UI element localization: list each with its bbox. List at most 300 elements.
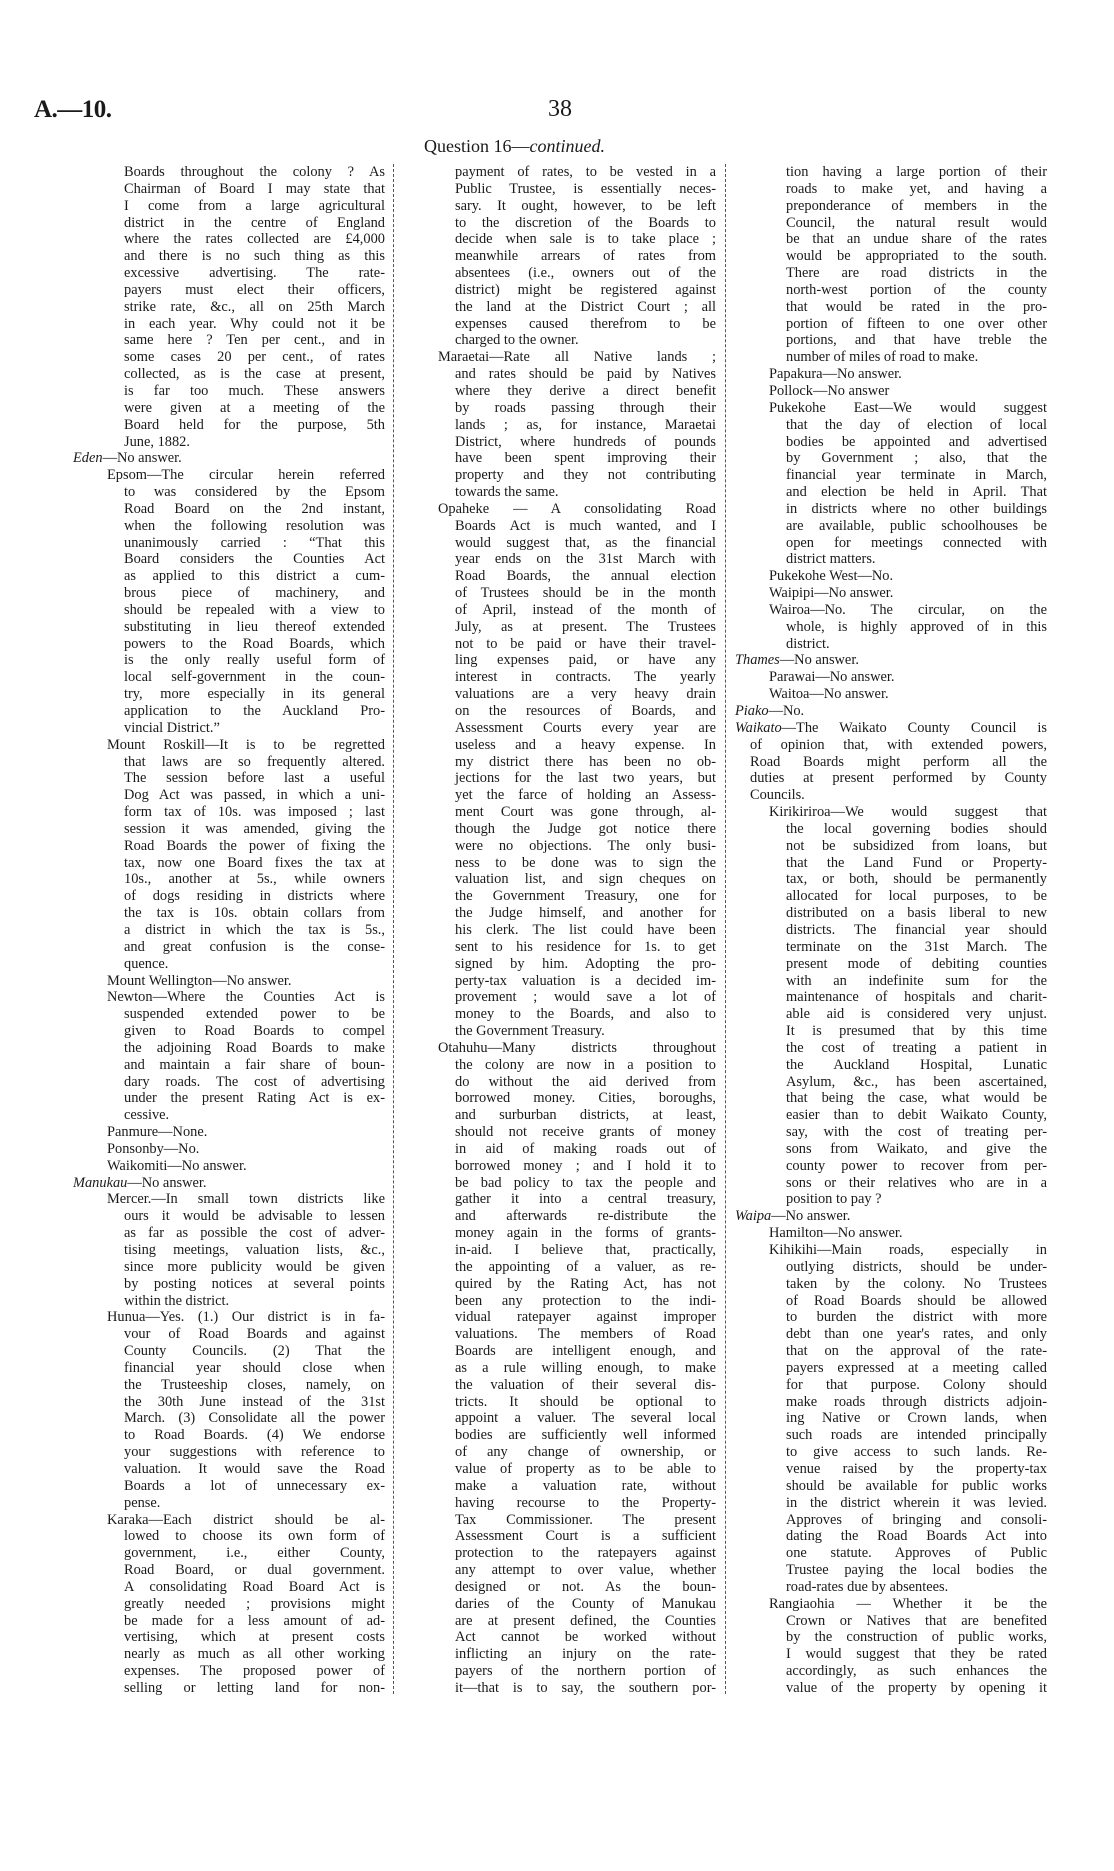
text-line: and there is no such thing as this: [124, 248, 385, 265]
district-name: Opaheke: [438, 500, 490, 517]
text-line: value of the property by opening it: [786, 1679, 1047, 1696]
text-line: whole, is highly approved of in this: [786, 618, 1047, 635]
district-entry: [404, 501, 716, 1040]
text-line: [735, 652, 1047, 669]
text-line: Boards a lot of unnecessary ex-: [124, 1477, 385, 1494]
text-line: Road Boards the power of fixing the: [124, 837, 385, 854]
text-line: Assessment Courts every year are: [455, 719, 716, 736]
text-line: any attempt to over value, whether: [455, 1562, 716, 1579]
entry-text: —No.: [163, 1140, 200, 1157]
text-line: appoint a valuer. The several local: [455, 1410, 716, 1427]
text-line: money again in the forms of grants-: [455, 1225, 716, 1242]
text-column-right: [735, 164, 1047, 1697]
text-line: signed by him. Adopting the pro-: [455, 955, 716, 972]
text-line: outlying districts, should be under-: [786, 1258, 1047, 1275]
text-line: should not receive grants of money: [455, 1124, 716, 1141]
text-line: suspended extended power to be: [124, 1006, 385, 1023]
text-line: to burden the district with more: [786, 1309, 1047, 1326]
text-line: tax, or both, should be permanently: [786, 871, 1047, 888]
text-line: the appointing of a valuer, as re-: [455, 1258, 716, 1275]
text-line: designed or not. As the boun-: [455, 1578, 716, 1595]
text-line: District, where hundreds of pounds: [455, 433, 716, 450]
district-entry: [735, 669, 1047, 686]
text-line: vour of Road Boards and against: [124, 1326, 385, 1343]
text-line: July, as at present. The Trustees: [455, 618, 716, 635]
text-line: money to the Boards, and also to: [455, 1006, 716, 1023]
text-line: vertising, which at present costs: [124, 1629, 385, 1646]
text-line: some cases 20 per cent., of rates: [124, 349, 385, 366]
district-name: Kihikihi: [769, 1242, 817, 1258]
text-line: [107, 1141, 385, 1158]
text-line: Assessment Court is a sufficient: [455, 1528, 716, 1545]
text-line: and surburban districts, at least,: [455, 1107, 716, 1124]
text-line: of Road Boards should be allowed: [786, 1292, 1047, 1309]
text-line: should be repealed with a view to: [124, 601, 385, 618]
text-line: [769, 400, 1047, 417]
text-line: A consolidating Road Board Act is: [124, 1578, 385, 1595]
text-line: valuations are a very heavy drain: [455, 686, 716, 703]
text-line: with an indefinite sum for the: [786, 972, 1047, 989]
text-line: Boards are intelligent enough, and: [455, 1343, 716, 1360]
entry-text: —Many districts throughout: [487, 1039, 716, 1056]
text-line: have been spent improving their: [455, 450, 716, 467]
text-line: should be available for public works: [786, 1477, 1047, 1494]
text-column-left: [73, 164, 385, 1697]
district-entry: [73, 1141, 385, 1158]
continued-paragraph: [73, 164, 385, 450]
text-line: absentees (i.e., owners out of the: [455, 265, 716, 282]
county-name: Thames: [735, 652, 780, 669]
text-line: [769, 585, 1047, 602]
text-line: the valuation of their several dis-: [455, 1376, 716, 1393]
entry-text: —No answer.: [127, 1174, 207, 1191]
text-line: the cost of treating a patient in: [786, 1039, 1047, 1056]
text-line: the adjoining Road Boards to make: [124, 1039, 385, 1056]
text-line: [769, 1596, 1047, 1613]
text-line: and election be held in April. That: [786, 484, 1047, 501]
text-line: borrowed money. Cities, boroughs,: [455, 1090, 716, 1107]
text-line: in-aid. I believe that, practically,: [455, 1242, 716, 1258]
text-line: been any protection to the indi-: [455, 1292, 716, 1309]
text-line: [769, 383, 1047, 400]
text-line: cessive.: [124, 1107, 170, 1124]
entry-text: —No. The circular, on the: [810, 601, 1047, 618]
text-line: [769, 686, 1047, 703]
district-name: Hunua: [107, 1309, 146, 1326]
text-line: towards the same.: [455, 484, 559, 501]
text-line: 10s., another at 5s., while owners: [124, 871, 385, 888]
district-entry: [73, 1309, 385, 1511]
text-line: Road Boards might perform all the: [750, 753, 1047, 770]
district-name: Waikomiti: [107, 1157, 168, 1174]
text-line: County Councils. (2) That the: [124, 1343, 385, 1360]
district-entry: [404, 349, 716, 501]
text-line: road-rates due by absentees.: [786, 1578, 949, 1595]
county-entry: [735, 703, 1047, 720]
text-line: valuation. It would save the Road: [124, 1460, 385, 1477]
county-entry: [73, 450, 385, 467]
text-line: payers expressed at a meeting called: [786, 1359, 1047, 1376]
entry-text: —The Waikato County Council is: [781, 719, 1047, 736]
entry-text: —Rate all Native lands ;: [489, 349, 716, 366]
text-line: roads to make yet, and having a: [786, 180, 1047, 197]
text-line: the Trusteeship closes, namely, on: [124, 1376, 385, 1393]
text-line: by posting notices at several points: [124, 1275, 385, 1292]
text-line: gather it into a central treasury,: [455, 1191, 716, 1208]
text-line: [107, 1158, 385, 1175]
text-line: vidual ratepayer against improper: [455, 1309, 716, 1326]
district-entry: [735, 366, 1047, 383]
text-line: Council, the natural result would: [786, 214, 1047, 231]
text-line: strike rate, &c., all on 25th March: [124, 298, 385, 315]
text-line: the local governing bodies should: [786, 820, 1047, 837]
text-line: borrowed money ; and I hold it to: [455, 1157, 716, 1174]
text-line: are available, public schoolhouses be: [786, 517, 1047, 534]
text-line: collected, as is the case at present,: [124, 366, 385, 383]
entry-text: —No answer.: [823, 1225, 903, 1242]
text-line: There are road districts in the: [786, 265, 1047, 282]
text-line: portions, and that have treble the: [786, 332, 1047, 349]
text-line: Road Board, or dual government.: [124, 1562, 385, 1579]
page-number: 38: [548, 96, 572, 122]
district-name: Parawai: [769, 669, 816, 686]
text-line: Approves of bringing and consoli-: [786, 1511, 1047, 1528]
county-entry: [73, 1175, 385, 1192]
text-line: year ends on the 31st March with: [455, 551, 716, 568]
text-line: within the district.: [124, 1292, 230, 1309]
text-line: [438, 1040, 716, 1057]
text-line: Road Board on the 2nd instant,: [124, 500, 385, 517]
text-line: taken by the colony. No Trustees: [786, 1275, 1047, 1292]
text-line: sons from Waikato, and give the: [786, 1140, 1047, 1157]
district-name: Pukekohe West: [769, 568, 858, 585]
text-line: of opinion that, with extended powers,: [750, 736, 1047, 753]
text-line: [107, 989, 385, 1006]
text-line: Boards Act is much wanted, and I: [455, 517, 716, 534]
text-line: excessive advertising. The rate-: [124, 265, 385, 282]
text-line: Tax Commissioner. The present: [455, 1511, 716, 1528]
text-line: [735, 720, 1047, 737]
text-line: in the district wherein it was levied.: [786, 1494, 1047, 1511]
text-line: [73, 450, 385, 467]
text-line: not be subsidized from loans, but: [786, 837, 1047, 854]
text-line: one statute. Approves of Public: [786, 1545, 1047, 1562]
text-line: your suggestions with reference to: [124, 1444, 385, 1461]
text-line: perty-tax valuation is a decided im-: [455, 972, 716, 989]
entry-text: —No answer.: [771, 1208, 851, 1225]
text-line: that being the case, what would be: [786, 1090, 1047, 1107]
text-line: quence.: [124, 955, 169, 972]
text-line: ness to be done was to sign the: [455, 854, 716, 871]
text-line: tax, now one Board fixes the tax at: [124, 854, 385, 871]
text-line: by the construction of public works,: [786, 1629, 1047, 1646]
text-line: [107, 973, 385, 990]
text-line: meanwhile arrears of rates from: [455, 248, 716, 265]
text-line: able aid is considered very unjust.: [786, 1006, 1047, 1023]
text-line: provement ; would save a lot of: [455, 989, 716, 1006]
text-line: jections for the last two years, but: [455, 770, 716, 787]
text-line: be bad policy to tax the people and: [455, 1174, 716, 1191]
text-line: it—that is to say, the southern por-: [455, 1679, 716, 1696]
district-entry: [735, 400, 1047, 568]
text-line: It is presumed that by this time: [786, 1023, 1047, 1040]
district-name: Newton: [107, 989, 153, 1006]
text-line: Crown or Natives that are benefited: [786, 1612, 1047, 1629]
text-line: to give access to such lands. Re-: [786, 1444, 1047, 1461]
text-line: present mode of debiting counties: [786, 955, 1047, 972]
district-name: Papakura: [769, 366, 823, 383]
text-line: the colony are now in a position to: [455, 1056, 716, 1073]
text-line: ment Court was gone through, al-: [455, 804, 716, 821]
text-line: I come from a large agricultural: [124, 197, 385, 214]
district-name: Hamilton: [769, 1225, 824, 1242]
entry-text: .—In small town districts like: [147, 1191, 385, 1208]
entry-text: —No answer.: [779, 652, 859, 669]
county-name: Manukau: [73, 1174, 128, 1191]
entry-text: — A consolidating Road: [489, 500, 716, 517]
text-line: as a rule willing enough, to make: [455, 1359, 716, 1376]
entry-text: —No answer.: [167, 1157, 247, 1174]
text-line: to the discretion of the Boards to: [455, 214, 716, 231]
text-line: vincial District.”: [124, 719, 220, 736]
text-line: dating the Road Boards Act into: [786, 1528, 1047, 1545]
district-entry: [73, 1191, 385, 1309]
text-line: is the only really useful form of: [124, 652, 385, 669]
district-name: Waitoa: [769, 686, 810, 703]
text-line: local self-government in the coun-: [124, 669, 385, 686]
district-entry: [735, 1225, 1047, 1242]
text-line: make a valuation rate, without: [455, 1477, 716, 1494]
text-line: lowed to choose its own form of: [124, 1528, 385, 1545]
district-name: Otahuhu: [438, 1039, 488, 1056]
district-name: Kirikiriroa: [769, 804, 831, 821]
text-line: payment of rates, to be vested in a: [455, 164, 716, 180]
district-entry: [73, 467, 385, 737]
district-name: Rangiaohia: [769, 1595, 835, 1612]
text-line: Board considers the Counties Act: [124, 551, 385, 568]
text-line: [769, 568, 1047, 585]
district-entry: [735, 585, 1047, 602]
text-line: would suggest that, as the financial: [455, 534, 716, 551]
text-line: sent to his residence for 1s. to get: [455, 938, 716, 955]
text-line: for that purpose. Colony should: [786, 1376, 1047, 1393]
text-line: expenses caused therefrom to be: [455, 315, 716, 332]
text-line: in districts where no other buildings: [786, 500, 1047, 517]
district-name: Mercer: [107, 1191, 148, 1208]
text-line: June, 1882.: [124, 433, 190, 450]
entry-text: —No answer.: [809, 686, 889, 703]
text-line: tising meetings, valuation lists, &c.,: [124, 1242, 385, 1258]
entry-text: — Whether it be the: [834, 1595, 1047, 1612]
text-line: that would be rated in the pro-: [786, 298, 1047, 315]
text-line: Act cannot be worked without: [455, 1629, 716, 1646]
text-line: [735, 1208, 1047, 1225]
text-line: the Government Treasury, one for: [455, 888, 716, 905]
text-line: that on the approval of the rate-: [786, 1343, 1047, 1360]
entry-text: —No answer: [812, 382, 890, 399]
text-line: session it was amended, giving the: [124, 820, 385, 837]
continued-paragraph: [735, 164, 1047, 366]
entry-text: —The circular herein referred: [146, 467, 385, 484]
text-line: quired by the Rating Act, has not: [455, 1275, 716, 1292]
district-name: Maraetai: [438, 349, 490, 366]
entry-text: —No answer.: [814, 585, 894, 602]
text-line: [438, 501, 716, 518]
text-line: [769, 804, 1047, 821]
text-line: in each year. Why could not it be: [124, 315, 385, 332]
district-name: Mount Wellington: [107, 972, 213, 989]
text-line: [769, 366, 1047, 383]
text-line: Dog Act was passed, in which a uni-: [124, 787, 385, 804]
text-line: nearly as much as all other working: [124, 1646, 385, 1663]
text-line: are at present defined, the Counties: [455, 1612, 716, 1629]
text-line: were no objections. The only busi-: [455, 837, 716, 854]
text-line: sons or their relatives who are in a: [786, 1174, 1047, 1191]
text-line: Road Boards, the annual election: [455, 568, 716, 585]
text-line: venue raised by the property-tax: [786, 1460, 1047, 1477]
entry-text: —We would suggest that: [830, 804, 1047, 821]
text-line: the 30th June instead of the 31st: [124, 1393, 385, 1410]
text-line: allocated for local purposes, to be: [786, 888, 1047, 905]
district-entry: [73, 1158, 385, 1175]
text-line: decide when sale is to take place ;: [455, 231, 716, 248]
text-line: [73, 1175, 385, 1192]
district-entry: [735, 1242, 1047, 1596]
text-line: expenses. The proposed power of: [124, 1663, 385, 1680]
text-line: [107, 1309, 385, 1326]
text-line: as far as possible the cost of adver-: [124, 1225, 385, 1242]
text-line: and maintain a fair share of boun-: [124, 1056, 385, 1073]
text-line: north-west portion of the county: [786, 281, 1047, 298]
text-line: pense.: [124, 1494, 161, 1511]
district-name: Pukekohe East: [769, 399, 879, 416]
text-line: of Trustees should be in the month: [455, 585, 716, 602]
text-line: districts. The financial year should: [786, 921, 1047, 938]
text-line: Asylum, &c., has been ascertained,: [786, 1073, 1047, 1090]
text-line: district matters.: [786, 551, 876, 568]
continued-paragraph: [404, 164, 716, 349]
text-line: [769, 1225, 1047, 1242]
text-line: that the Land Fund or Property-: [786, 854, 1047, 871]
text-line: not to be paid or have their travel-: [455, 635, 716, 652]
text-line: [107, 1124, 385, 1141]
text-line: property and they not contributing: [455, 467, 716, 484]
text-line: tion having a large portion of their: [786, 164, 1047, 180]
text-line: by Government ; also, that the: [786, 450, 1047, 467]
text-line: by roads passing through their: [455, 399, 716, 416]
text-line: protection to the ratepayers against: [455, 1545, 716, 1562]
text-line: to Road Boards. (4) We endorse: [124, 1427, 385, 1444]
entry-text: —None.: [158, 1124, 208, 1141]
text-line: and rates should be paid by Natives: [455, 366, 716, 383]
text-line: a district in which the tax is 5s.,: [124, 921, 385, 938]
district-name: Waipipi: [769, 585, 815, 602]
text-line: open for meetings connected with: [786, 534, 1047, 551]
text-line: be that an undue share of the rates: [786, 231, 1047, 248]
county-name: Waipa: [735, 1208, 772, 1225]
text-line: payers of the northern portion of: [455, 1663, 716, 1680]
district-name: Panmure: [107, 1124, 159, 1141]
county-name: Waikato: [735, 719, 782, 736]
text-line: [107, 1512, 385, 1529]
text-line: Chairman of Board I may state that: [124, 180, 385, 197]
text-line: distributed on a basis liberal to new: [786, 905, 1047, 922]
entry-text: —No.: [768, 703, 805, 719]
section-title-continued: continued.: [529, 136, 605, 156]
text-line: financial year terminate in March,: [786, 467, 1047, 484]
entry-text: —Main roads, especially in: [816, 1242, 1047, 1258]
text-line: since more publicity would be given: [124, 1258, 385, 1275]
text-line: were given at a meeting of the: [124, 399, 385, 416]
text-line: of dogs residing in districts where: [124, 888, 385, 905]
text-line: is far too much. These answers: [124, 382, 385, 399]
text-line: brous piece of machinery, and: [124, 585, 385, 602]
text-line: easier than to debit Waikato County,: [786, 1107, 1047, 1124]
text-line: portion of fifteen to one over other: [786, 315, 1047, 332]
entry-text: —No answer.: [102, 450, 182, 467]
text-line: ours it would be advisable to lessen: [124, 1208, 385, 1225]
text-line: duties at present performed by County: [750, 770, 1047, 787]
district-entry: [73, 1124, 385, 1141]
text-line: that laws are so frequently altered.: [124, 753, 385, 770]
text-line: dary roads. The cost of advertising: [124, 1073, 385, 1090]
text-line: yet the farce of holding an Assess-: [455, 787, 716, 804]
text-line: greatly needed ; provisions might: [124, 1595, 385, 1612]
text-line: Councils.: [750, 787, 805, 804]
text-line: lands ; as, for instance, Maraetai: [455, 416, 716, 433]
text-line: and great confusion is the conse-: [124, 938, 385, 955]
text-line: of April, instead of the month of: [455, 601, 716, 618]
text-line: bodies are sufficiently well informed: [455, 1427, 716, 1444]
text-line: my district there has been no ob-: [455, 753, 716, 770]
text-line: [107, 1191, 385, 1208]
district-name: Pollock: [769, 382, 813, 399]
district-entry: [73, 989, 385, 1124]
text-line: where they derive a direct benefit: [455, 382, 716, 399]
text-line: to was considered by the Epsom: [124, 484, 385, 501]
entry-text: —No answer.: [822, 366, 902, 383]
text-line: charged to the owner.: [455, 332, 579, 349]
county-name: Piako: [735, 703, 769, 719]
text-line: county power to recover from per-: [786, 1157, 1047, 1174]
text-line: the tax is 10s. obtain collars from: [124, 905, 385, 922]
text-line: valuation list, and sign cheques on: [455, 871, 716, 888]
text-column-middle: [404, 164, 716, 1697]
text-line: the Auckland Hospital, Lunatic: [786, 1056, 1047, 1073]
county-entry: [735, 652, 1047, 669]
text-line: [735, 703, 1047, 720]
entry-text: —No.: [857, 568, 894, 585]
county-entry: [735, 1208, 1047, 1225]
text-line: ling expenses paid, or have any: [455, 652, 716, 669]
text-line: I would suggest that they be rated: [786, 1646, 1047, 1663]
text-line: sary. It ought, however, to be left: [455, 197, 716, 214]
text-line: substituting in lieu thereof extended: [124, 618, 385, 635]
district-entry: [735, 602, 1047, 653]
entry-text: —No answer.: [212, 972, 292, 989]
text-line: Board held for the purpose, 5th: [124, 416, 385, 433]
text-line: as applied to this district a cum-: [124, 568, 385, 585]
text-line: and afterwards re-distribute the: [455, 1208, 716, 1225]
text-line: government, i.e., either County,: [124, 1545, 385, 1562]
text-line: The session before last a useful: [124, 770, 385, 787]
text-line: district in the centre of England: [124, 214, 385, 231]
text-line: ing Native or Crown lands, when: [786, 1410, 1047, 1427]
text-line: try, more especially in its general: [124, 686, 385, 703]
text-line: application to the Auckland Pro-: [124, 703, 385, 719]
text-line: given to Road Boards to compel: [124, 1023, 385, 1040]
text-line: Public Trustee, is essentially neces-: [455, 180, 716, 197]
